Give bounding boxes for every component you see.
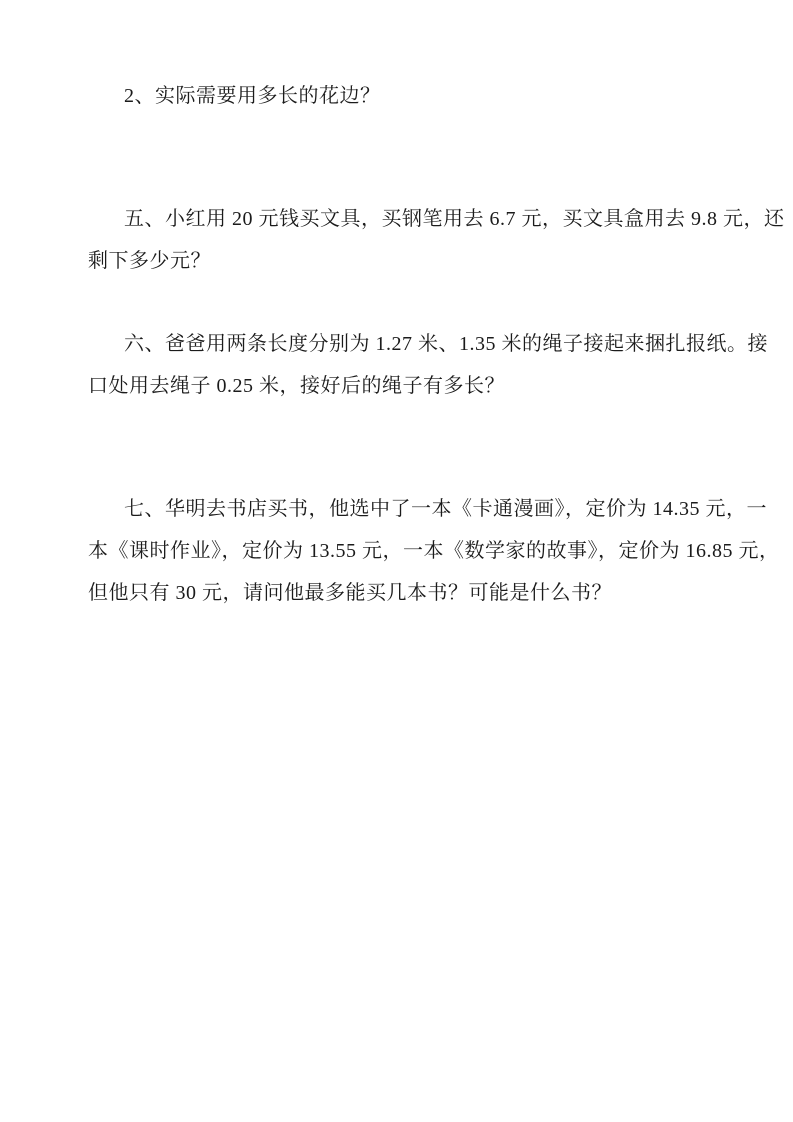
question-5-line-2: 剩下多少元？ (88, 250, 211, 272)
question-2-line-1: 2、实际需要用多长的花边？ (124, 85, 381, 107)
question-6-line-2: 口处用去绳子 0.25 米，接好后的绳子有多长？ (88, 375, 505, 397)
question-5-line-1: 五、小红用 20 元钱买文具，买钢笔用去 6.7 元，买文具盒用去 9.8 元，还 (124, 208, 785, 230)
document-text-block (88, 75, 785, 614)
question-2-paragraph (88, 75, 714, 117)
question-7-line-3: 但他只有 30 元，请问他最多能买几本书？可能是什么书？ (88, 582, 612, 604)
question-6-line-1: 六、爸爸用两条长度分别为 1.27 米、1.35 米的绳子接起来捆扎报纸。接 (124, 333, 768, 355)
question-7-paragraph (88, 488, 780, 614)
question-6-paragraph (88, 323, 768, 407)
question-5-paragraph (88, 198, 785, 282)
question-7-line-1: 七、华明去书店买书，他选中了一本《卡通漫画》，定价为 14.35 元，一 (124, 498, 767, 520)
question-7-line-2: 本《课时作业》，定价为 13.55 元，一本《数学家的故事》，定价为 16.85 元， (88, 540, 780, 562)
